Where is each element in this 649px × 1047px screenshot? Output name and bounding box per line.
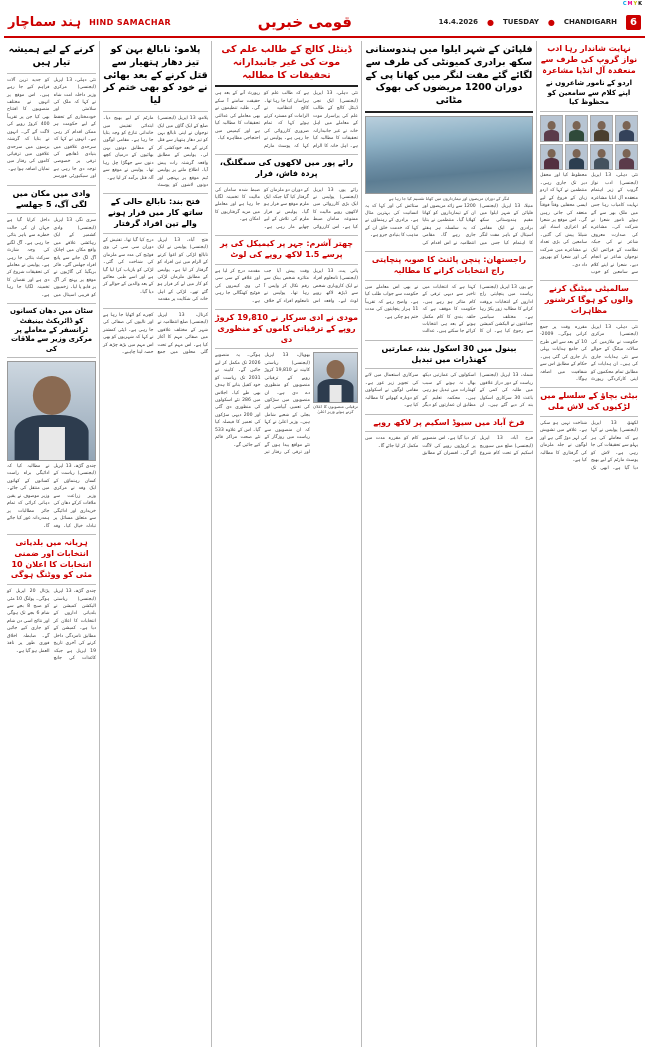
article-lead-col1 bbox=[7, 41, 96, 186]
headline: وادی میں مکان میں لگی آگ، 5 جھلسے bbox=[12, 188, 91, 209]
publication-date: 14.4.2026 bbox=[438, 18, 478, 26]
sub-headline: اردو کے نامور شاعروں نے اپنے کلام سے سامعین کو محظوظ کیا bbox=[545, 79, 632, 107]
article-mushaira bbox=[540, 41, 638, 281]
logo-english: HIND SAMACHAR bbox=[89, 17, 172, 27]
column-4 bbox=[361, 41, 536, 1047]
article-schools-closed bbox=[365, 341, 533, 415]
page-number-badge: 6 bbox=[626, 15, 641, 30]
poet-portrait bbox=[615, 144, 638, 171]
poet-portrait bbox=[565, 144, 588, 171]
article-fatehabad bbox=[103, 194, 208, 308]
article-raipur-smuggling bbox=[215, 155, 358, 236]
article-body: منیلا، 13 اپریل (ایجنسی) فلپائن کے شہر ایلوا میں مقیم ہندوستانی سکھ برادری نے ایک مقامی اسپتال کے باہر مفت لنگر کا اہتمام کیا جس میں 1200 سے زائد مریضوں اور ان کے تیمارداروں کو کھانا کھلایا گیا۔ منتظمین نے بتایا کہ یہ سلسلہ ہر ہفتے جاری رہے گا۔ مقامی انتظامیہ نے اس اقدام کی ستائش کی اور کہا کہ یہ انسانیت کی بہترین مثال ہے۔ برادری کے رہنماؤں نے کہا کہ خدمت خلق ان کے مذہب کا بنیادی جزو ہے۔ bbox=[365, 203, 534, 246]
column-5 bbox=[536, 41, 641, 1047]
article-robbery bbox=[215, 236, 358, 310]
headline: فتح بند: نابالغ حالی کے ساتھ کار میں فرار ہونے والے تین افراد گرفتار bbox=[108, 197, 203, 229]
publication-city: CHANDIGARH bbox=[563, 18, 617, 26]
chief-minister-photo bbox=[313, 352, 358, 402]
article-body: جے پور، 13 اپریل (ایجنسی) ریاست میں پنچایتی راج اداروں کے انتخابات بروقت کرانے کا مطالبہ زور پکڑ رہا ہے۔ مختلف سیاسی جماعتوں نے الیکشن کمیشن سے رجوع کیا ہے۔ ان کا کہنا ہے کہ انتخابات میں تاخیر سے دیہی ترقی کے کام متاثر ہو رہے ہیں۔ حکومت کا موقف ہے کہ حلقہ بندی کا کام مکمل ہونے کے بعد ہی انتخابات کرائے جا سکتے ہیں۔ عدالت نے بھی اس معاملے میں حکومت سے جواب طلب کیا ہے۔ واضح رہے کہ تقریباً 11 ہزار پنچایتوں کی مدت ختم ہو چکی ہے۔ bbox=[365, 284, 533, 335]
poet-portrait bbox=[590, 144, 613, 171]
separator-dot: ● bbox=[487, 17, 494, 27]
headline: مودی نے ادی سرکار نے 19,810 کروڑ روپے کے ترقیاتی کاموں کو منظوری دی bbox=[215, 312, 358, 344]
article-body: چندی گڑھ، 13 اپریل (ایجنسی) ریاست کے کسان رہنماؤں کے ایک وفد نے مرکزی وزیر زراعت سے ملاقات کرکے دھان کی خریداری اور ادائیگی سے متعلق مسائل پر تبادلہ خیال کیا۔ وفد نے مطالبہ کیا کہ ادائیگی براہ راست کسانوں کے کھاتوں میں منتقل کی جائے۔ وزیر موصوف نے یقین دہانی کرائی کہ تمام جائز مطالبات پر ہمدردانہ غور کیا جائے گا۔ bbox=[7, 464, 96, 529]
poet-portrait bbox=[540, 115, 563, 142]
article-body: نئی دہلی، 13 اپریل (ایجنسی) ادب نواز گروپ کے زیر اہتمام منعقدہ آل انڈیا مشاعرہ نہایت کامیاب رہا جس میں ملک بھر سے آئے ہوئے نامور شعرا نے شرکت کی۔ مشاعرے کی صدارت معروف شاعر نے کی جبکہ نظامت کے فرائض ایک نوجوان شاعر نے انجام دیے۔ شعرا نے اپنے کلام سے سامعین کو خوب محظوظ کیا اور محفل دیر تک جاری رہی۔ منتظمین نے کہا کہ اردو زبان کے فروغ کے لیے ایسی محفلیں وقتاً فوقتاً منعقد کی جاتی رہیں گی۔ اس موقع پر شعرا کو اعزازی اسناد اور شیلڈ پیش کی گئیں۔ سامعین کی بڑی تعداد نے مشاعرے میں شرکت کی اور شعرا کو بھرپور داد دی۔ bbox=[540, 173, 639, 276]
article-annual-meeting bbox=[540, 281, 638, 388]
langar-crowd-photo bbox=[365, 116, 533, 194]
politician-photo bbox=[7, 361, 96, 461]
poet-portrait bbox=[565, 115, 588, 142]
headline: سالمیٹی میٹنگ کرنے والوں کو ہوگا کرشنور مظاہرات bbox=[544, 284, 634, 316]
headline: نہایت شاندار رہا ادب نواز گروپ کی طرف سے منعقدہ آل انڈیا مشاعرہ bbox=[540, 44, 638, 75]
article-beti-bachao bbox=[540, 388, 638, 476]
headline: ہریانہ میں بلدیاتی انتخابات اور ضمنی انتخابات کا اعلان 10 مئی کو ووٹنگ ہوگی bbox=[10, 537, 93, 580]
publication-day: TUESDAY bbox=[502, 18, 539, 26]
headline: فلپائن کے شہر ایلوا میں ہندوستانی سکھ برادری کمیونٹی کی طرف سے لگائے گئے مفت لنگر میں کھانا پی کے دوران 1200 مریضوں کی بھوک مٹائی bbox=[365, 44, 533, 107]
page-grid bbox=[4, 41, 645, 1047]
logo-urdu: ہند سماچار bbox=[8, 14, 82, 30]
headline: سٹان میں دھان کسانوں کو ڈائریکٹ بینیفٹ ٹرانسفر کے معاملے پر مرکزی وزیر سے ملاقات کی bbox=[9, 307, 93, 353]
column-2 bbox=[99, 41, 211, 1047]
article-body: کرنال، 13 اپریل (ایجنسی) ضلع انتظامیہ نے شہر کے مختلف علاقوں میں صفائی مہم کا آغاز کیا ہے۔ اس مہم کے تحت گلی محلوں میں جمع کچرے کو اٹھایا جا رہا ہے اور نالیوں کی صفائی کی جا رہی ہے۔ ڈپٹی کمشنر نے کہا کہ شہریوں کو بھی اس مہم میں بڑھ چڑھ کر حصہ لینا چاہیے۔ bbox=[103, 312, 209, 355]
article-body: فرخ آباد، 13 اپریل (ایجنسی) ضلع میں سیوریج اسکیم کے تحت کام شروع کر دیا گیا ہے۔ اس منصوبے پر کروڑوں روپے کی لاگت آئے گی۔ افسران کے مطابق کام کو مقررہ مدت میں مکمل کر لیا جائے گا۔ bbox=[365, 436, 533, 457]
article-body: نئی دہلی، 13 اپریل (ایجنسی) ایک نجی ڈینٹل کالج کے طالب علم کی پراسرار موت کے معاملے میں اہل خانہ نے غیر جانبدارانہ تحقیقات کا مطالبہ کیا ہے۔ اہل خانہ کا الزام ہے کہ طالب علم کو ہراساں کیا جا رہا تھا۔ کالج انتظامیہ نے الزامات کو مسترد کرتے ہوئے کہا کہ تمام ضروری کارروائی کی جا رہی ہے۔ پولیس نے کہا کہ پوسٹ مارٹم رپورٹ آنے کے بعد ہی حقیقت سامنے آ سکے گی۔ طلبہ تنظیموں نے بھی معاملے کی عدالتی تحقیقات کا مطالبہ کیا ہے اور کیمپس میں احتجاجی مظاہرہ کیا۔ bbox=[215, 91, 358, 149]
article-elections-col1 bbox=[7, 535, 96, 667]
column-3 bbox=[211, 41, 361, 1047]
masthead bbox=[4, 9, 645, 38]
poet-portrait bbox=[615, 115, 638, 142]
article-rajasthan-panchayat bbox=[365, 252, 533, 341]
poet-portrait bbox=[590, 115, 613, 142]
article-dental-college bbox=[215, 41, 358, 155]
article-body: پانی پت، 13 اپریل (ایجنسی) نامعلوم افراد نے ایک کاروباری شخص سے ڈیڑھ لاکھ روپے لوٹ لیے۔ واقعہ اس وقت پیش آیا جب متاثرہ شخص بینک سے رقم نکال کر واپس آ رہا تھا۔ پولیس نے نامعلوم افراد کے خلاف مقدمہ درج کر لیا ہے اور علاقے کے سی سی ٹی وی کیمروں کی فوٹیج کھنگالی جا رہی ہے۔ bbox=[215, 268, 358, 304]
headline: راجستھان: پنچن پائنٹ کا صوبہ پنچایتی راج انتخابات کرانے کا مطالبہ bbox=[371, 255, 527, 275]
column-1 bbox=[4, 41, 99, 1047]
separator-dot-2: ● bbox=[547, 17, 555, 27]
article-philippines-langar bbox=[365, 41, 533, 252]
article-body: پلامو، 13 اپریل (ایجنسی) ضلع کے ایک گاؤں میں ایک نوجوان نے اپنی نابالغ بہن کو تیز دھار ہتھیار سے قتل کرنے کے بعد خودکشی کر لی۔ پولیس کے مطابق واقعہ گزشتہ رات پیش آیا۔ اطلاع ملنے پر پولیس ٹیم موقع پر پہنچی اور دونوں لاشوں کو پوسٹ مارٹم کے لیے بھیج دیا۔ ابتدائی تفتیش میں خاندانی تنازع کو وجہ بتایا جا رہا ہے۔ مقامی لوگوں کے مطابق دونوں بہن بھائیوں کے درمیان کچھ دنوں سے جھگڑا چل رہا تھا۔ پولیس نے موقع سے آلہ قتل برآمد کر لیا ہے۔ bbox=[103, 116, 209, 188]
headline: بینول میں 30 اسکول بند، عمارتیں کھنڈرات میں تبدیل bbox=[381, 343, 517, 364]
cmyk-registration-marks: CMYK bbox=[622, 1, 643, 7]
headline: فرخ آباد میں سیوڈ اسکیم پر لاکھ روپے bbox=[373, 417, 525, 427]
headline: کرنے کے لیے ہمیشہ تیار ہیں bbox=[8, 44, 95, 68]
headline: پلامو: نابالغ بہن کو تیز دھار ہتھیار سے قتل کرنے کے بعد بھائی نے خود کو بھی ختم کر لیا bbox=[103, 44, 208, 107]
photo-caption: لنگر کے دوران مریضوں اور تیمارداروں میں کھانا تقسیم کیا جا رہا ہے bbox=[388, 195, 510, 201]
article-body: نئی دہلی، 13 اپریل (ایجنسی) مرکزی وزیر داخلہ امت شاہ نے کہا کہ ملک کی سلامتی اور خودمختاری کے تحفظ کے لیے حکومت ہر ممکن اقدام کر رہی ہے۔ انہوں نے کہا کہ سرحدی علاقوں میں بنیادی ڈھانچے کی ترقی پر خصوصی توجہ دی جا رہی ہے اور سیکیورٹی فورسز کو جدید ترین آلات فراہم کیے جا رہے ہیں۔ اس موقع پر انہوں نے مختلف منصوبوں کا افتتاح بھی کیا جن پر تقریباً 400 کروڑ روپے کی لاگت آئے گی۔ انہوں نے بتایا کہ گزشتہ برسوں میں سرحدی علاقوں میں ترقیاتی کاموں کی رفتار میں نمایاں اضافہ ہوا ہے۔ bbox=[7, 77, 97, 180]
article-palamu bbox=[103, 41, 208, 194]
article-body: رائے پور، 13 اپریل (ایجنسی) پولیس نے ایک بڑی کارروائی میں لاکھوں روپے مالیت کا ممنوعہ سامان ضبط کیا ہے۔ اس کارروائی کے دوران دو ملزمان کو گرفتار کیا گیا جبکہ ایک ملزم موقع سے فرار ہو گیا۔ پولیس نے فرار ملزم کی تلاش کے لیے چھاپے مار رہی ہے۔ ضبط شدہ سامان کی مالیت کا تخمینہ لگایا جا رہا ہے اور معاملے میں مزید گرفتاریوں کا امکان ہے۔ bbox=[215, 187, 358, 230]
article-body: بھوپال، 13 اپریل (ایجنسی) ریاستی کابینہ نے 19,810 کروڑ روپے کے ترقیاتی منصوبوں کو منظوری دے دی ہے۔ ان منصوبوں میں سڑکوں کی تعمیر، آبپاشی اور بجلی کے شعبے شامل ہیں۔ وزیر اعلیٰ نے کہا کہ ان منصوبوں سے ریاست میں روزگار کے نئے مواقع پیدا ہوں گے اور ترقی کی رفتار تیز ہوگی۔ یہ منصوبے 2026 تک مکمل کر لیے جائیں گے۔ کابینہ نے 2031 تک ریاست کو خود کفیل بنانے کا ہدف بھی طے کیا۔ اجلاس میں 286 نئے اسکولوں کی منظوری دی گئی اور 200 دیہی سڑکوں کی تعمیر کا فیصلہ کیا گیا۔ اس کے علاوہ 533 نئے صحت مراکز قائم کیے جائیں گے۔ bbox=[215, 353, 310, 456]
article-karnal bbox=[103, 309, 208, 361]
article-body: نئی دہلی، 13 اپریل (ایجنسی) مرکزی حکومت نے ملازمین کی سالانہ میٹنگ کے حوالے سے نئی ہدایات جاری کی ہیں۔ ان ہدایات کے مطابق تمام محکموں کو اپنی کارکردگی رپورٹ مقررہ وقت پر جمع کرانی ہوگی۔ 2009-10 کے بعد سے اس طرح کی جامع ہدایات پہلی بار جاری کی گئی ہیں۔ حکام کے مطابق اس سے شفافیت میں اضافہ ہوگا۔ bbox=[540, 324, 639, 382]
poet-portrait bbox=[540, 144, 563, 171]
article-body: لکھنؤ، 13 اپریل (ایجنسی) پولیس نے کہا ہے کہ معاملے کی ہر پہلو سے تحقیقات کی جا رہی ہے۔ لاش کو پوسٹ مارٹم کے لیے بھیج دیا گیا ہے۔ ابھی تک شناخت نہیں ہو سکی ہے۔ علاقے میں تشویش کی لہر دوڑ گئی ہے اور لوگوں نے جلد ملزمان کی گرفتاری کا مطالبہ کیا ہے۔ bbox=[540, 420, 638, 471]
section-title: قومی خبریں bbox=[257, 13, 352, 31]
masthead-right bbox=[439, 15, 641, 30]
article-farmers-col1 bbox=[7, 304, 96, 535]
article-body: چندی گڑھ، 13 اپریل (ایجنسی) ریاستی الیکشن کمیشن نے بلدیاتی اداروں کے انتخابات کا اعلان کر دیا ہے۔ کمیشن کے مطابق نامزدگی داخل کرنے کی آخری تاریخ 19 اپریل ہے جبکہ کاغذات کی جانچ پڑتال 20 اپریل کو ہوگی۔ پولنگ 10 مئی کو صبح 8 بجے سے شام 6 بجے تک ہوگی اور نتائج اسی دن شام کو جاری کیے جائیں گے۔ ضابطہ اخلاق فوری طور پر نافذ العمل ہو گیا ہے۔ bbox=[7, 589, 96, 662]
article-cabinet-approval bbox=[215, 310, 358, 461]
poets-portrait-grid bbox=[540, 115, 638, 171]
headline: رائے پور میں لاکھوں کی سمگلنگ، پردہ فاش، فرار bbox=[219, 157, 354, 178]
article-body: سری نگر، 13 اپریل (ایجنسی) وادی کشمیر کے ایک رہائشی علاقے میں واقع مکان میں اچانک آگ لگ جانے سے پانچ افراد جھلس گئے۔ فائر بریگیڈ کی گاڑیوں نے موقع پر پہنچ کر آگ پر قابو پا لیا۔ زخمیوں کو قریبی اسپتال میں داخل کرایا گیا ہے جہاں ان کی حالت خطرے سے باہر بتائی جا رہی ہے۔ آگ لگنے کی وجہ شارٹ سرکٹ بتائی جا رہی ہے۔ پولیس نے معاملے کی تحقیقات شروع کر دی ہے اور نقصان کا تخمینہ لگایا جا رہا ہے۔ bbox=[7, 218, 96, 298]
article-sewer-scheme bbox=[365, 415, 533, 462]
article-body: فتح آباد، 13 اپریل (ایجنسی) پولیس نے ایک نابالغ لڑکی کو اغوا کرنے کے الزام میں تین افراد کو گرفتار کر لیا ہے۔ پولیس کے مطابق ملزمان لڑکی کو کار میں لے کر فرار ہو گئے تھے۔ لڑکی کے اہل خانہ کی شکایت پر مقدمہ درج کیا گیا تھا۔ تفتیش کے دوران سی سی ٹی وی فوٹیج کی مدد سے ملزمان کی شناخت کی گئی۔ لڑکی کو بازیاب کرا لیا گیا ہے اور اسے طبی معائنے کے بعد والدین کے حوالے کر دیا گیا۔ bbox=[103, 237, 208, 303]
photo-caption: ترقیاتی منصوبوں کا اعلان کرتے ہوئے وزیر اعلیٰ bbox=[313, 404, 358, 415]
article-body: شملہ، 13 اپریل (ایجنسی) ریاست کے دور دراز علاقوں میں طلبہ کی کمی کے باعث 30 سرکاری اسکول بند کر دیے گئے ہیں۔ ان اسکولوں کی عمارتیں دیکھ بھال نہ ہونے کے سبب کھنڈرات میں تبدیل ہو رہی ہیں۔ محکمہ تعلیم کے مطابق ان عمارتوں کو دیگر سرکاری استعمال میں لانے کی تجویز زیر غور ہے۔ مقامی لوگوں نے اسکولوں کو دوبارہ کھولنے کا مطالبہ کیا ہے۔ bbox=[365, 373, 534, 409]
headline: بیٹی بچاؤ کے سلسلے میں لڑکیوں کی لاش ملی bbox=[540, 391, 638, 412]
masthead-left bbox=[8, 15, 171, 30]
headline: چھتر آشرم: جہر پر کیمیکل کی پر پرسے 1.5 لاکھ روپے کی لوٹ bbox=[219, 239, 354, 259]
headline: ڈینٹل کالج کے طالب علم کی موت کی غیر جانبدارانہ تحقیقات کا مطالبہ bbox=[221, 44, 352, 81]
article-fire-col1 bbox=[7, 186, 96, 304]
